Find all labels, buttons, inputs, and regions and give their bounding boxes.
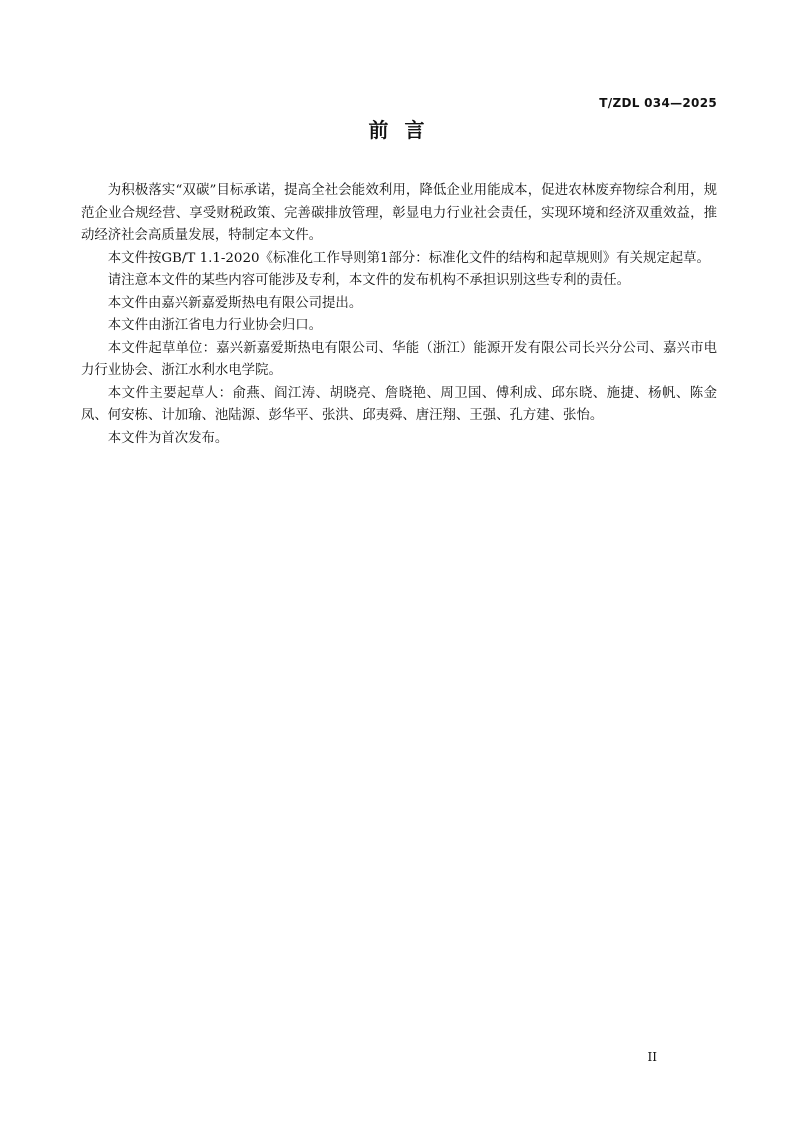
foreword-body xyxy=(81,180,717,450)
page-number: II xyxy=(647,1050,657,1064)
paragraph-first-release: 本文件为首次发布。 xyxy=(107,430,229,446)
paragraph-proposer: 本文件由嘉兴新嘉爱斯热电有限公司提出。 xyxy=(107,295,363,311)
paragraph-responsible-body: 本文件由浙江省电力行业协会归口。 xyxy=(107,318,323,333)
paragraph-drafters: 本文件主要起草人：俞燕、阎江涛、胡晓亮、詹晓艳、周卫国、傅利成、邱东晓、施捷、杨帆、陈金凤、何安栋、计加瑜、池陆源、彭华平、张洪、邱夷舜、唐汪翔、王强、孔方建、张怡。 xyxy=(81,385,717,423)
paragraph-drafting-units: 本文件起草单位：嘉兴新嘉爱斯热电有限公司、华能（浙江）能源开发有限公司长兴分公司、嘉兴市电力行业协会、浙江水利水电学院。 xyxy=(81,340,717,378)
page-title: 前言 xyxy=(368,118,441,142)
paragraph-patent-notice: 请注意本文件的某些内容可能涉及专利，本文件的发布机构不承担识别这些专利的责任。 xyxy=(107,273,631,288)
paragraph-drafting-rules: 本文件按GB/T 1.1-2020《标准化工作导则第1部分：标准化文件的结构和起草规则》有关规定起草。 xyxy=(107,250,710,266)
paragraph-purpose: 为积极落实“双碳”目标承诺，提高全社会能效利用，降低企业用能成本，促进农林废弃物综合利用，规范企业合规经营、享受财税政策、完善碳排放管理，彰显电力行业社会责任，实现环境和经济双重效益，推动经济社会高质量发展，特制定本文件。 xyxy=(81,183,717,243)
document-code: T/ZDL 034—2025 xyxy=(599,96,717,110)
